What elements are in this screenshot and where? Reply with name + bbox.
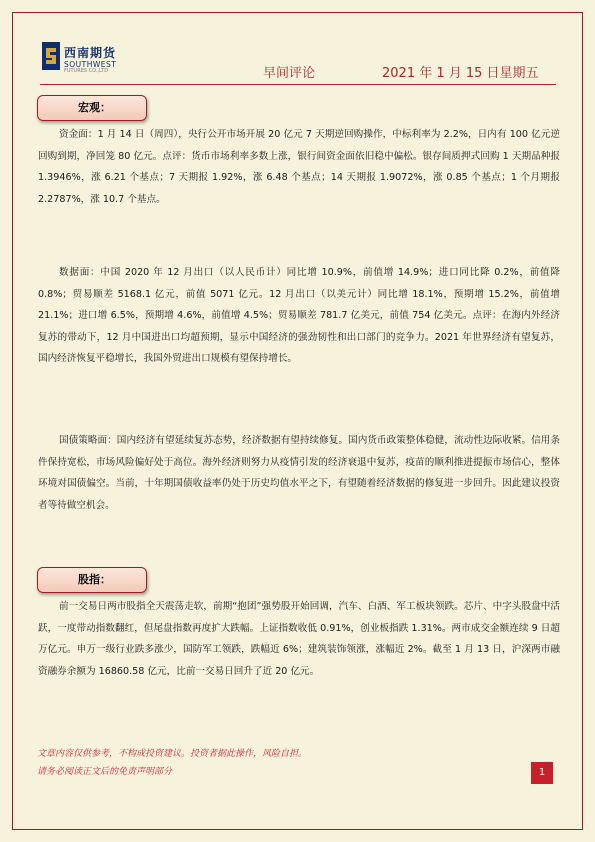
header-divider: [40, 84, 556, 85]
equity-paragraph: 前一交易日两市股指全天震荡走软，前期“抱团”强势股开始回调，汽车、白酒、军工板块领跌。芯片、中字头股盘中活跃，一度带动指数翻红，但尾盘指数再度扩大跌幅。上证指数收低 0.91%，创业板指跌 1.31%。两市成交金额连续 9 日超万亿元。申万一级行业跌多涨少，国防军工领跌，跌幅近 6%；建筑装饰领涨，涨幅近 2%。截至 1 月 13 日，沪深两市融资融券余额为 16860.58 亿元，比前一交易日回升了近 20 亿元。: [38, 601, 560, 677]
logo-mark-icon: [42, 42, 60, 70]
logo-english-subname: FUTURES CO.,LTD: [64, 68, 109, 74]
page-number: 1: [531, 762, 553, 784]
section-header-macro: 宏观：: [37, 95, 147, 121]
macro-funding-paragraph: 资金面：1 月 14 日（周四），央行公开市场开展 20 亿元 7 天期逆回购操作，中标利率为 2.2%，日内有 100 亿元逆回购到期，净回笼 80 亿元。点评：货币市场利率多数上涨，银行间资金面依旧稳中偏松。银存间质押式回购 1 天期品种报 1.3946%，涨 6.21 个基点；7 天期报 1.92%，涨 6.48 个基点；14 天期报 1.9072%，涨 0.85 个基点；1 个月期报 2.2787%，涨 10.7 个基点。: [38, 129, 560, 205]
macro-data-paragraph: 数据面：中国 2020 年 12 月出口（以人民币计）同比增 10.9%，前值增 14.9%；进口同比降 0.2%，前值降 0.8%；贸易顺差 5168.1 亿元，前值 5071 亿元。12 月出口（以美元计）同比增 18.1%，预期增 15.2%，前值增 21.1%；进口增 6.5%，预期增 4.6%，前值增 4.5%；贸易顺差 781.7 亿美元，前值 754 亿美元。点评：在海内外经济复苏的带动下，12 月中国进出口均超预期，显示中国经济的强劲韧性和出口部门的竞争力。2021 年世界经济有望复苏，国内经济恢复平稳增长，我国外贸进出口规模有望保持增长。: [38, 267, 560, 364]
report-title: 早间评论: [263, 66, 316, 81]
company-logo: [42, 40, 132, 74]
disclaimer-line-2: 请务必阅读正文后的免责声明部分: [37, 767, 173, 777]
disclaimer-line-1: 文章内容仅供参考，不构成投资建议。投资者据此操作，风险自担。: [37, 749, 308, 759]
logo-chinese-name: 西南期货: [64, 46, 117, 60]
macro-bond-strategy-paragraph: 国债策略面：国内经济有望延续复苏态势，经济数据有望持续修复。国内货币政策整体稳健，流动性边际收紧。信用条件保持宽松，市场风险偏好处于高位。海外经济则努力从疫情引发的经济衰退中复苏，疫苗的顺利推进提振市场信心，整体环境对国债偏空。当前，十年期国债收益率仍处于历史均值水平之下，有望随着经济数据的修复进一步回升。因此建议投资者等待做空机会。: [38, 435, 560, 511]
section-header-equity: 股指：: [37, 567, 147, 593]
report-date: 2021 年 1 月 15 日星期五: [382, 66, 539, 81]
logo-english-name: SOUTHWEST: [64, 60, 117, 69]
